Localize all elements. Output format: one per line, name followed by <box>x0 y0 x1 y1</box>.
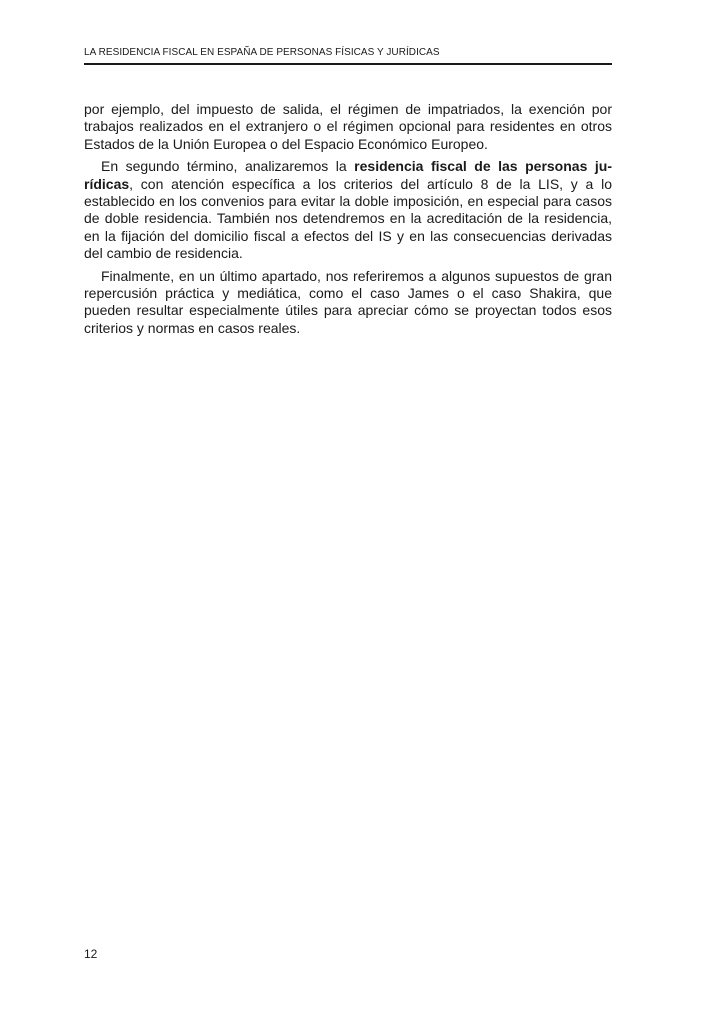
header-rule <box>84 63 612 65</box>
paragraph-2 <box>84 158 612 262</box>
paragraph-2-bold: residencia fiscal de las personas jurídicas <box>84 158 612 192</box>
running-header: LA RESIDENCIA FISCAL EN ESPAÑA DE PERSONAS FÍSICAS Y JURÍDICAS <box>84 47 440 58</box>
page-number: 12 <box>84 947 98 961</box>
paragraph-2-end: , con atención específica a los criterios del artículo 8 de la LIS, y a lo establecido en los convenios para evitar la doble imposición, en especial para casos de doble residencia. También nos detendremos en la acreditación de la residencia, en la fijación del domicilio fiscal a efectos del IS y en las consecuencias derivadas del cambio de residencia. <box>84 175 612 262</box>
paragraph-2-start: En segundo término, analizaremos la <box>101 158 355 175</box>
paragraph-1: por ejemplo, del impuesto de salida, el régimen de impatriados, la exención por trabajos realizados en el extranjero o el régimen opcional para residentes en otros Estados de la Unión Europea o del Espacio Económico Europeo. <box>84 101 612 152</box>
body-text <box>84 101 612 342</box>
paragraph-3: Finalmente, en un último apartado, nos referiremos a algunos supuestos de gran repercusión práctica y mediática, como el caso James o el caso Shakira, que pueden resultar especialmente útiles para apreciar cómo se proyectan todos esos criterios y normas en casos reales. <box>84 267 612 336</box>
